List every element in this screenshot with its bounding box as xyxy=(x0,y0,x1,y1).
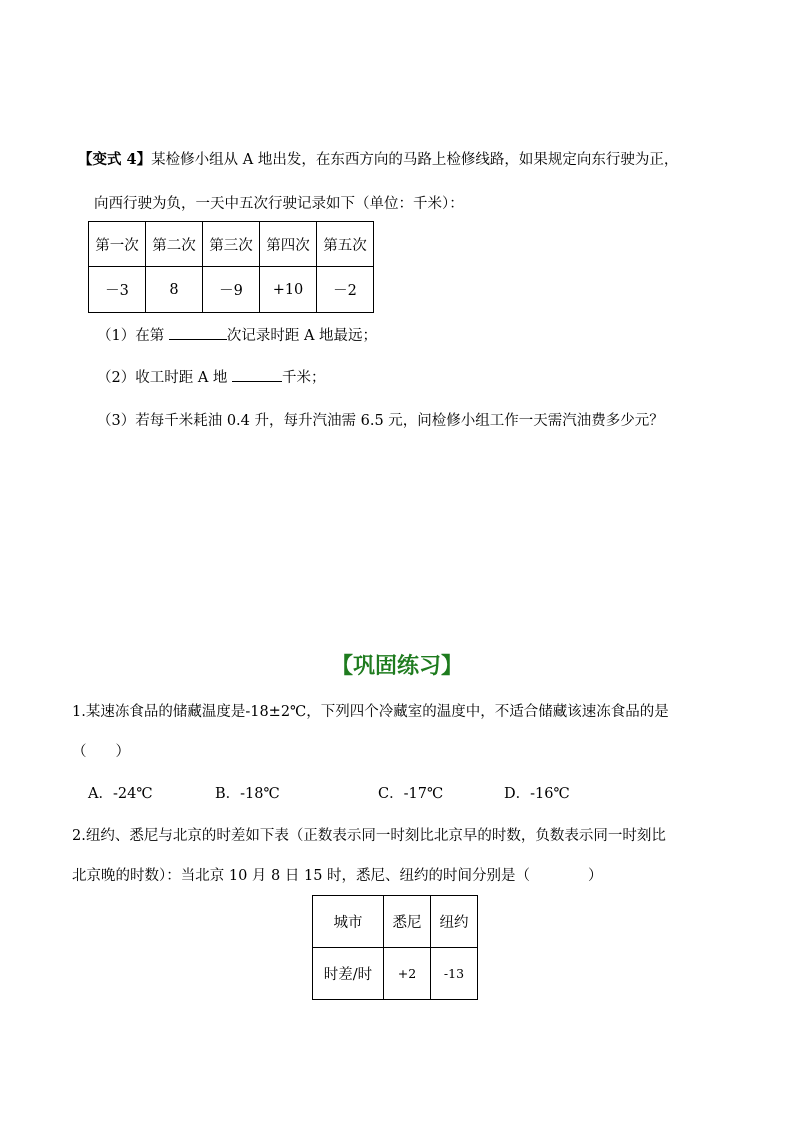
option-b: B．-18℃ xyxy=(215,786,280,802)
variant4-text-line1: 某检修小组从 A 地出发，在东西方向的马路上检修线路，如果规定向东行驶为正， xyxy=(151,152,679,168)
table-header-cell: 第四次 xyxy=(260,222,317,267)
table-row xyxy=(89,267,374,313)
table-header-row xyxy=(89,222,374,267)
table-header-cell: 第五次 xyxy=(317,222,374,267)
practice-1-paren: （ ） xyxy=(72,744,130,760)
question-2-suffix: 千米； xyxy=(282,370,326,386)
table-cell: －9 xyxy=(203,267,260,313)
question-2 xyxy=(97,366,326,387)
answer-blank[interactable] xyxy=(232,367,282,382)
variant4-line2: 向西行驶为负，一天中五次行驶记录如下（单位：千米）： xyxy=(94,196,464,212)
table-header-cell: 第二次 xyxy=(146,222,203,267)
table-cell: +2 xyxy=(384,948,431,1000)
table-cell: －2 xyxy=(317,267,374,313)
practice-1-stem: 1.某速冻食品的储藏温度是-18±2℃，下列四个冷藏室的温度中，不适合储藏该速冻食品的是 xyxy=(72,704,669,720)
option-a: A．-24℃ xyxy=(88,786,153,802)
question-2-prefix: （2）收工时距 A 地 xyxy=(97,370,233,386)
table-cell: －3 xyxy=(89,267,146,313)
table-header-row xyxy=(313,896,478,948)
table-cell: 8 xyxy=(146,267,203,313)
table-row xyxy=(313,948,478,1000)
option-c: C．-17℃ xyxy=(378,786,444,802)
table-header-cell: 城市 xyxy=(313,896,384,948)
practice-2-line2: 北京晚的时数）：当北京 10 月 8 日 15 时，悉尼、纽约的时间分别是（ ） xyxy=(72,868,603,884)
table-cell: -13 xyxy=(431,948,478,1000)
question-1-prefix: （1）在第 xyxy=(97,328,169,344)
option-d: D．-16℃ xyxy=(504,786,570,802)
question-3: （3）若每千米耗油 0.4 升，每升汽油需 6.5 元，问检修小组工作一天需汽油费多少元？ xyxy=(97,413,664,429)
time-difference-table xyxy=(312,895,478,1000)
variant4-label: 【变式 4】 xyxy=(78,151,152,168)
answer-blank[interactable] xyxy=(169,325,227,340)
table-header-cell: 第一次 xyxy=(89,222,146,267)
table-header-cell: 悉尼 xyxy=(384,896,431,948)
table-cell: 时差/时 xyxy=(313,948,384,1000)
driving-record-table xyxy=(88,221,374,313)
table-header-cell: 第三次 xyxy=(203,222,260,267)
table-cell: +10 xyxy=(260,267,317,313)
section-heading: 【巩固练习】 xyxy=(330,654,463,679)
table-header-cell: 纽约 xyxy=(431,896,478,948)
practice-2-line1: 2.纽约、悉尼与北京的时差如下表（正数表示同一时刻比北京早的时数，负数表示同一时刻比 xyxy=(72,828,666,844)
question-1 xyxy=(97,324,377,345)
question-1-suffix: 次记录时距 A 地最远； xyxy=(226,328,378,344)
variant4-line1 xyxy=(78,148,678,169)
